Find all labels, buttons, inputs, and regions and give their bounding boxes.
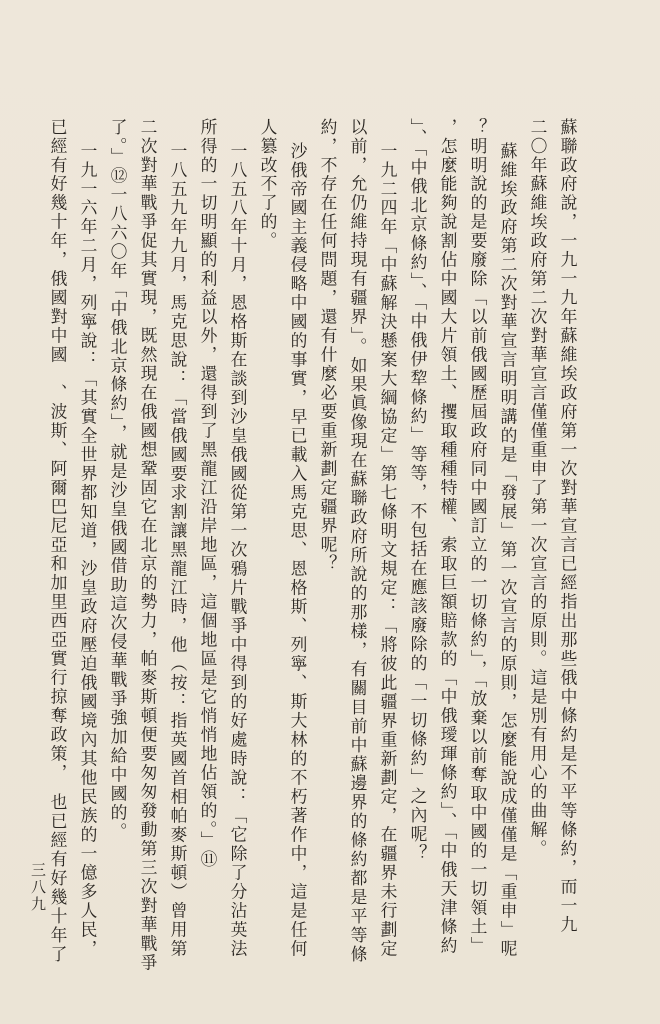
text-column-16: 了。」⑫一八六〇年「中俄北京條約」，就是沙皇俄國借助這次侵華戰爭強加給中國的。 <box>108 118 128 842</box>
text-column-15: 二次對華戰爭促其實現，既然現在俄國想鞏固它在北京的勢力，帕麥斯頓便要匆匆發動第三次對華戰爭 <box>138 118 158 973</box>
text-column-3: 蘇維埃政府第二次對華宣言明明講的是「發展」第一次宣言的原則，怎麼能說成僅僅是「重申」呢 <box>498 142 518 959</box>
text-column-5: ，怎麼能夠說割佔中國大片領土、攫取種種特權、索取巨額賠款的「中俄璦琿條約」、「中俄天津條約 <box>438 118 458 956</box>
text-column-12: 一八五八年十月，恩格斯在談到沙皇俄國從第一次鴉片戰爭中得到的好處時說：「它除了分沾英法 <box>228 142 248 959</box>
text-column-9: 約，不存在任何問題，還有什麼必要重新劃定疆界呢？ <box>318 118 338 574</box>
text-column-10: 沙俄帝國主義侵略中國的事實，早已載入馬克思、恩格斯、列寧、斯大林的不朽著作中，這是任何 <box>288 142 308 959</box>
text-column-1: 蘇聯政府說，一九一九年蘇維埃政府第一次對華宣言已經指出那些俄中條約是不平等條約，而一九 <box>558 118 578 935</box>
text-column-13: 所得的一切明顯的利益以外，還得到了黑龍江沿岸地區，這個地區是它悄悄地佔領的。」⑪ <box>198 118 218 870</box>
text-column-2: 二〇年蘇維埃政府第二次對華宣言僅僅重申了第一次宣言的原則。這是別有用心的曲解。 <box>528 118 548 859</box>
text-column-11: 人篡改不了的。 <box>258 118 278 251</box>
text-column-14: 一八五九年九月，馬克思說：「當俄國要求割讓黑龍江時，他（按：指英國首相帕麥斯頓）曾用第 <box>168 142 188 959</box>
text-column-17: 一九一六年二月，列寧說：「其實全世界都知道，沙皇政府壓迫俄國境內其他民族的一億多人民， <box>78 142 98 959</box>
text-column-7: 一九二四年「中蘇解決懸案大綱協定」第七條明文規定：「將彼此疆界重新劃定，在疆界未行劃定 <box>378 142 398 959</box>
page-number: 三八九 <box>29 862 47 913</box>
text-column-4: ？明明說的是要廢除「以前俄國歷屆政府同中國訂立的一切條約」，「放棄以前奪取中國的一切領土」 <box>468 118 488 956</box>
text-column-6: 」、「中俄北京條約」、「中俄伊犂條約」等等，不包括在應該廢除的「一切條約」之內呢？ <box>408 118 428 864</box>
text-column-18: 已經有好幾十年，俄國對中國 、波斯、阿爾巴尼亞和加里西亞實行掠奪政策， 也已經有好幾十年了 <box>48 118 68 965</box>
text-column-8: 以前，允仍維持現有疆界」。如果眞像現在蘇聯政府所說的那樣，有關目前中蘇邊界的條約都是平等條 <box>348 118 368 965</box>
